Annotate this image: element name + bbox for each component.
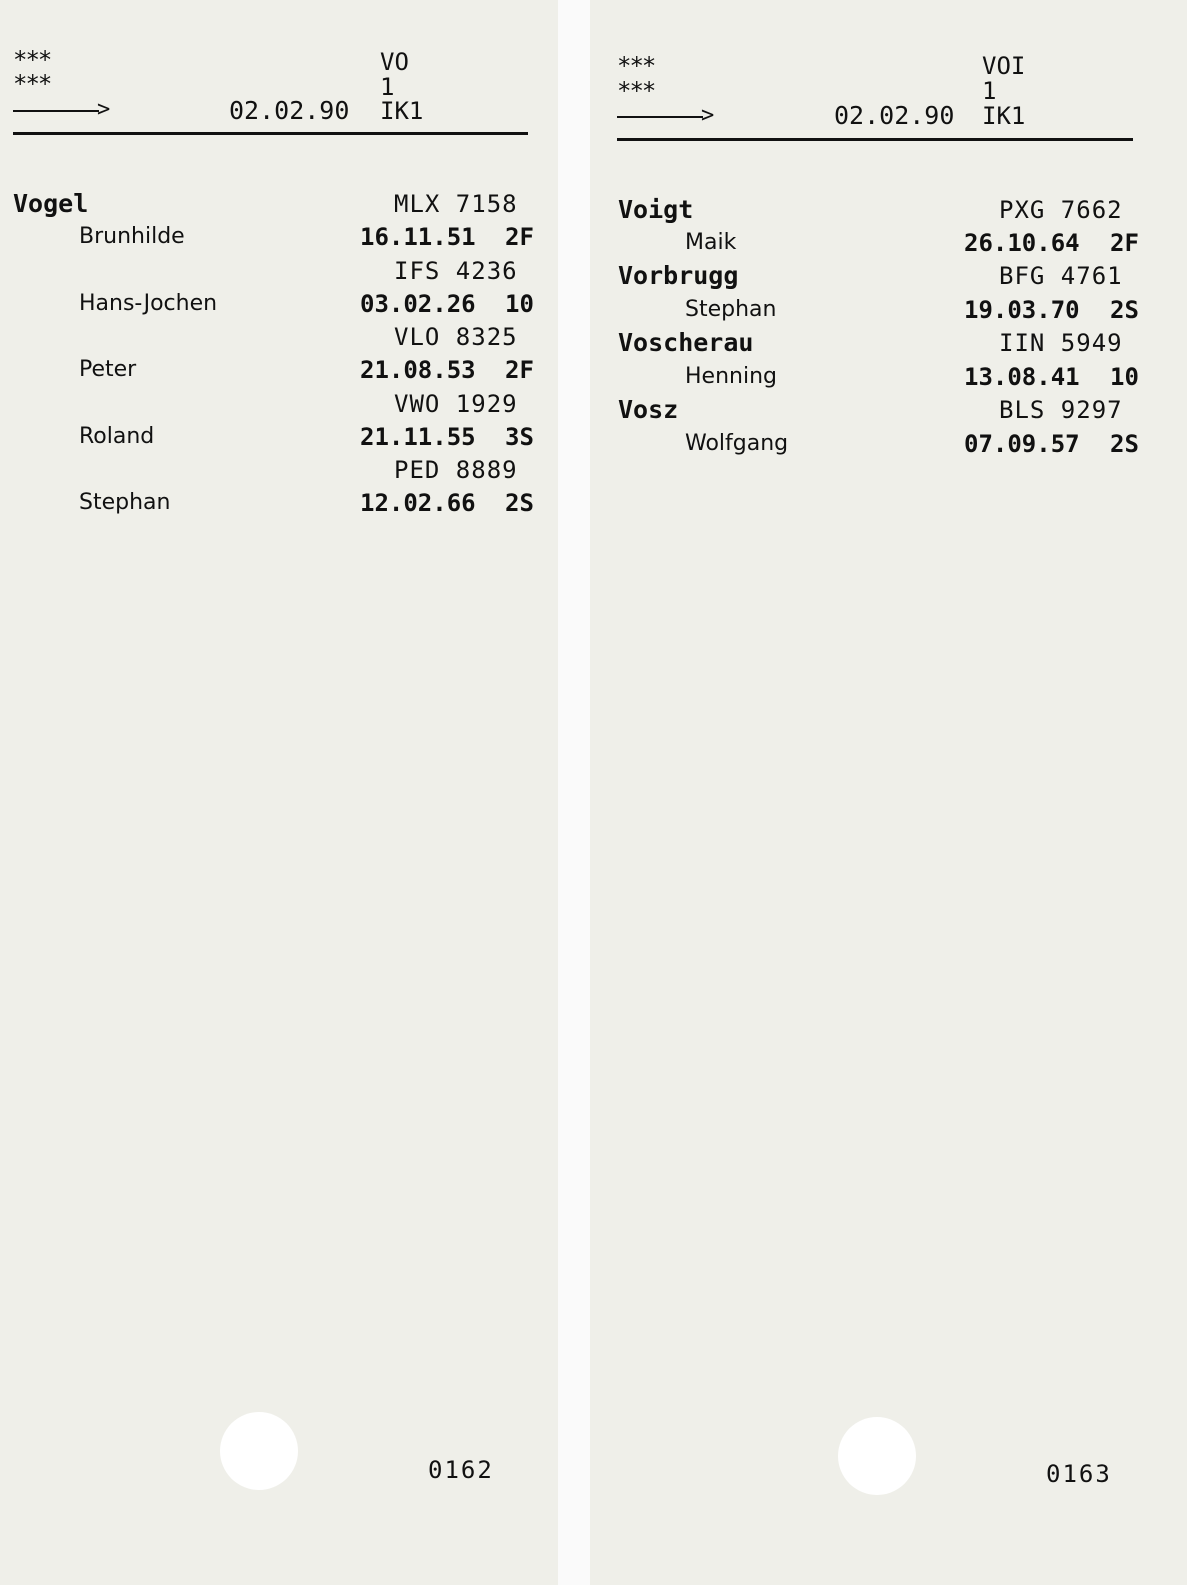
given-name: Roland — [79, 424, 155, 449]
header-date: 02.02.90 — [834, 101, 955, 130]
class-code: 3S — [505, 423, 534, 451]
list-item — [0, 323, 558, 357]
stars-line-2: *** — [617, 77, 655, 105]
plate: PXG 7662 — [999, 196, 1123, 224]
class-code: 2S — [1110, 296, 1139, 324]
plate: IFS 4236 — [394, 257, 518, 285]
plate: BFG 4761 — [999, 262, 1123, 290]
page-gap — [558, 0, 590, 1585]
surname: Vogel — [13, 189, 89, 218]
birth-date: 07.09.57 — [964, 430, 1080, 458]
header-date: 02.02.90 — [229, 96, 350, 125]
list-item — [590, 296, 1187, 330]
list-item — [590, 329, 1187, 363]
given-name: Brunhilde — [79, 224, 185, 249]
list-item — [590, 229, 1187, 263]
given-name: Henning — [685, 364, 777, 389]
header-rule — [13, 132, 528, 135]
birth-date: 21.08.53 — [360, 356, 476, 384]
stars-line-2: *** — [13, 70, 51, 98]
list-item — [590, 262, 1187, 296]
card-number: 0162 — [428, 1456, 494, 1484]
given-name: Wolfgang — [685, 431, 789, 456]
list-item — [0, 257, 558, 291]
birth-date: 19.03.70 — [964, 296, 1080, 324]
given-name: Maik — [685, 230, 737, 255]
class-code: 2S — [1110, 430, 1139, 458]
list-item — [0, 489, 558, 523]
plate: PED 8889 — [394, 456, 518, 484]
surname: Vosz — [618, 395, 679, 424]
surname: Voigt — [618, 195, 694, 224]
index-card-right — [590, 0, 1187, 1585]
list-item — [0, 390, 558, 424]
birth-date: 26.10.64 — [964, 229, 1080, 257]
arrow-icon: > — [13, 101, 113, 119]
class-code: 2F — [505, 223, 534, 251]
surname: Voscherau — [618, 328, 754, 357]
list-item — [0, 356, 558, 390]
given-name: Peter — [79, 357, 137, 382]
class-code: 2F — [505, 356, 534, 384]
punch-hole — [838, 1417, 916, 1495]
given-name: Hans-Jochen — [79, 291, 218, 316]
header-code-2: 1 — [982, 77, 997, 105]
plate: IIN 5949 — [999, 329, 1123, 357]
card-number: 0163 — [1046, 1460, 1112, 1488]
list-item — [0, 190, 558, 224]
stars-line-1: *** — [617, 52, 655, 80]
plate: BLS 9297 — [999, 396, 1123, 424]
list-item — [0, 456, 558, 490]
stars-line-1: *** — [13, 46, 51, 74]
class-code: 2S — [505, 489, 534, 517]
list-item — [590, 196, 1187, 230]
index-card-left — [0, 0, 558, 1585]
list-item — [590, 396, 1187, 430]
plate: VWO 1929 — [394, 390, 518, 418]
birth-date: 21.11.55 — [360, 423, 476, 451]
surname: Vorbrugg — [618, 261, 739, 290]
birth-date: 16.11.51 — [360, 223, 476, 251]
list-item — [0, 290, 558, 324]
class-code: 2F — [1110, 229, 1139, 257]
birth-date: 12.02.66 — [360, 489, 476, 517]
list-item — [590, 430, 1187, 464]
plate: MLX 7158 — [394, 190, 518, 218]
list-item — [0, 423, 558, 457]
header-code-3: IK1 — [982, 102, 1026, 130]
birth-date: 13.08.41 — [964, 363, 1080, 391]
header-code-3: IK1 — [380, 97, 424, 125]
class-code: 10 — [505, 290, 534, 318]
list-item — [0, 223, 558, 257]
plate: VLO 8325 — [394, 323, 518, 351]
given-name: Stephan — [685, 297, 777, 322]
header-code-1: VO — [380, 48, 409, 76]
header-code-2: 1 — [380, 73, 395, 101]
header-rule — [617, 138, 1133, 141]
given-name: Stephan — [79, 490, 171, 515]
header-code-1: VOI — [982, 52, 1026, 80]
punch-hole — [220, 1412, 298, 1490]
arrow-icon: > — [617, 107, 717, 125]
class-code: 10 — [1110, 363, 1139, 391]
birth-date: 03.02.26 — [360, 290, 476, 318]
list-item — [590, 363, 1187, 397]
